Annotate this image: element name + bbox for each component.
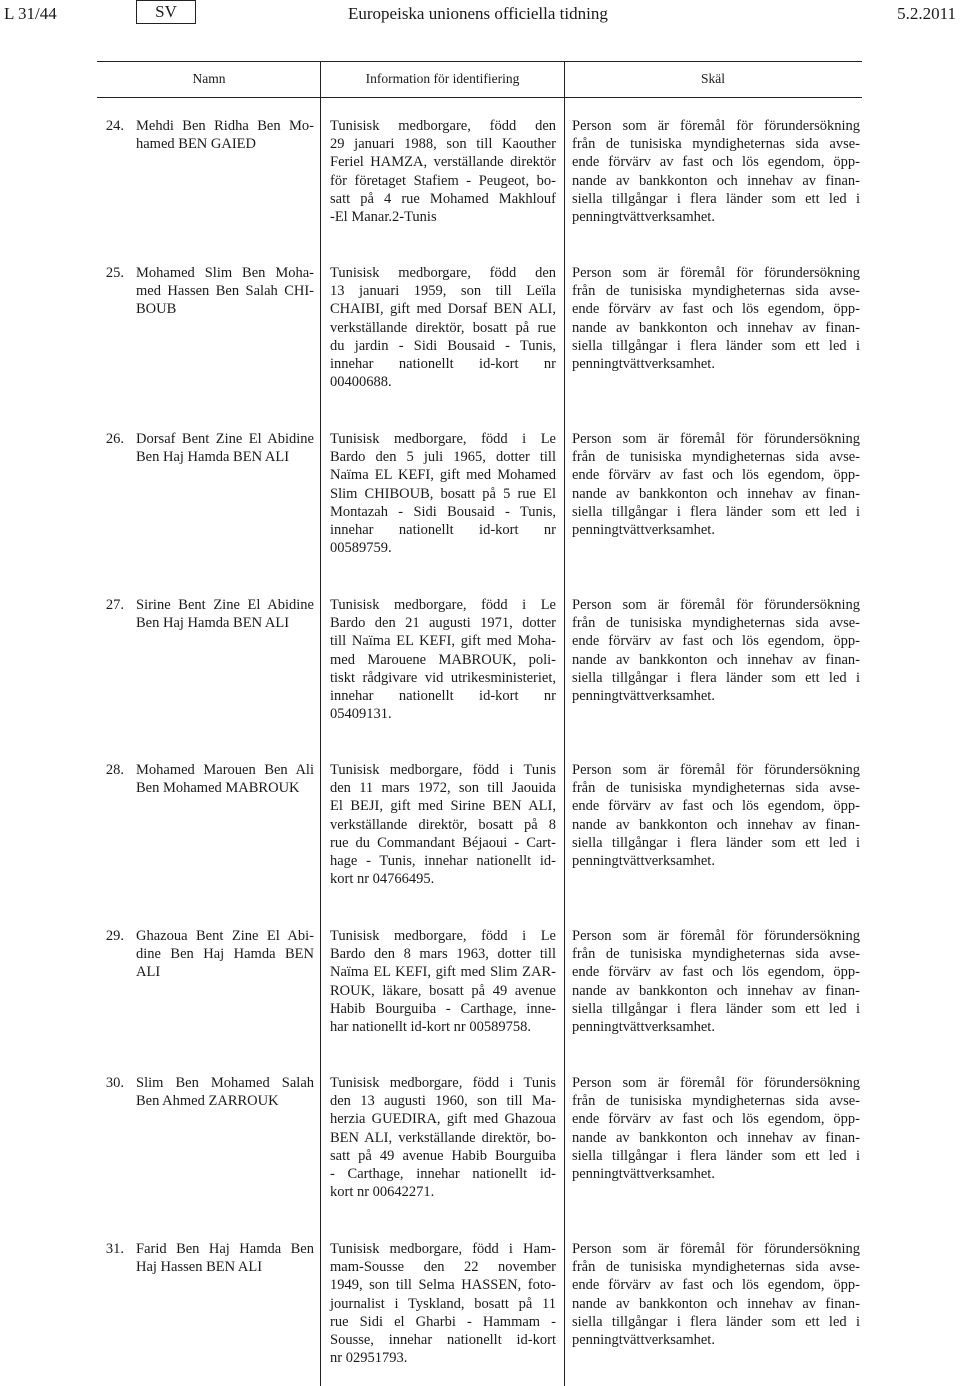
text-line: penningtvättverksamhet. [572, 356, 715, 373]
entry-identification [330, 927, 556, 1036]
text-line: Tunisisk medborgare, född den [330, 118, 556, 134]
text-line: penningtvättverksamhet. [572, 209, 715, 226]
text-line: innehar nationellt id-kort nr [330, 688, 556, 705]
text-line: ALI [136, 964, 161, 981]
text-line: till Naïma EL KEFI, gift med Moha- [330, 633, 556, 650]
text-line: ende förvärv av fast och lös egendom, öpp- [572, 1277, 860, 1294]
text-line: siella tillgångar i flera länder som ett led i [572, 669, 860, 686]
entry-number: 31. [105, 1241, 124, 1257]
text-line: kort nr 04766495. [330, 871, 435, 888]
entry-name [136, 117, 314, 153]
text-line: rue du Commandant Béjaoui - Cart- [330, 834, 556, 851]
text-line: nande av bankkonton och innehav av finan- [572, 651, 860, 668]
text-line: El BEJI, gift med Sirine BEN ALI, [330, 798, 556, 815]
text-line: nande av bankkonton och innehav av finan- [572, 485, 860, 502]
text-line: penningtvättverksamhet. [572, 1019, 715, 1036]
text-line: ende förvärv av fast och lös egendom, öpp- [572, 1111, 860, 1128]
entry-name [136, 927, 314, 982]
text-line: 29 januari 1988, son till Kaouther [330, 136, 556, 153]
text-line: Tunisisk medborgare, född i Tunis [330, 762, 556, 778]
text-line: Person som är föremål för förundersökning [572, 1075, 860, 1091]
entry-number: 27. [105, 597, 124, 613]
text-line: Haj Hassen BEN ALI [136, 1259, 263, 1276]
entry-identification [330, 264, 556, 391]
text-line: Ben Haj Hamda BEN ALI [136, 615, 290, 632]
text-line: från de tunisiska myndigheternas sida avse- [572, 615, 860, 632]
text-line: Person som är föremål för förundersökning [572, 118, 860, 134]
text-line: innehar nationellt id-kort nr [330, 356, 556, 373]
text-line: Bardo den 21 augusti 1971, dotter [330, 615, 556, 632]
text-line: har nationellt id-kort nr 00589758. [330, 1019, 531, 1036]
text-line: penningtvättverksamhet. [572, 1332, 715, 1349]
header-bottom-rule [97, 97, 862, 98]
text-line: Person som är föremål för förundersökning [572, 431, 860, 447]
entry-number: 26. [105, 431, 124, 447]
text-line: Farid Ben Haj Hamda Ben [136, 1241, 314, 1257]
text-line: Mehdi Ben Ridha Ben Mo- [136, 118, 314, 134]
text-line: från de tunisiska myndigheternas sida avse- [572, 449, 860, 466]
text-line: Tunisisk medborgare, född i Ham- [330, 1241, 556, 1257]
text-line: för företaget Stafiem - Peugeot, bo- [330, 172, 556, 189]
text-line: siella tillgångar i flera länder som ett led i [572, 1313, 860, 1330]
text-line: 00589759. [330, 540, 392, 557]
text-line: Dorsaf Bent Zine El Abidine [136, 431, 314, 447]
text-line: 13 januari 1959, son till Leïla [330, 283, 556, 300]
text-line: siella tillgångar i flera länder som ett led i [572, 190, 860, 207]
entry-number: 28. [105, 762, 124, 778]
text-line: Tunisisk medborgare, född i Le [330, 928, 556, 944]
text-line: dine Ben Haj Hamda BEN [136, 946, 314, 963]
text-line: Ghazoua Bent Zine El Abi- [136, 928, 314, 944]
text-line: Person som är föremål för förundersökning [572, 1241, 860, 1257]
text-line: nande av bankkonton och innehav av finan- [572, 319, 860, 336]
entry-reason [572, 1240, 860, 1349]
entry-number: 25. [105, 265, 124, 281]
text-line: penningtvättverksamhet. [572, 522, 715, 539]
text-line: Sirine Bent Zine El Abidine [136, 597, 314, 613]
text-line: Naïma EL KEFI, gift med Mohamed [330, 467, 556, 484]
text-line: Sousse, innehar nationellt id-kort [330, 1332, 556, 1349]
column-header-reason: Skäl [700, 71, 725, 86]
text-line: journalist i Tyskland, bosatt på 11 [330, 1295, 556, 1312]
text-line: Person som är föremål för förundersökning [572, 928, 860, 944]
text-line: Slim Ben Mohamed Salah [136, 1075, 314, 1091]
column-divider-1 [320, 62, 321, 1386]
text-line: ende förvärv av fast och lös egendom, öpp- [572, 467, 860, 484]
column-header-name: Namn [192, 71, 226, 86]
entry-number: 24. [105, 118, 124, 134]
text-line: 00400688. [330, 374, 392, 391]
text-line: ende förvärv av fast och lös egendom, öpp- [572, 964, 860, 981]
text-line: nande av bankkonton och innehav av finan- [572, 982, 860, 999]
text-line: från de tunisiska myndigheternas sida avse- [572, 946, 860, 963]
text-line: tiskt rådgivare vid utrikesministeriet, [330, 669, 556, 686]
entry-identification [330, 1074, 556, 1201]
entry-reason [572, 927, 860, 1036]
text-line: -El Manar.2-Tunis [330, 209, 437, 226]
entry-name [136, 1074, 314, 1110]
text-line: nande av bankkonton och innehav av finan- [572, 1129, 860, 1146]
text-line: från de tunisiska myndigheternas sida avse- [572, 136, 860, 153]
text-line: ende förvärv av fast och lös egendom, öpp- [572, 633, 860, 650]
text-line: Tunisisk medborgare, född i Le [330, 597, 556, 613]
text-line: Mohamed Slim Ben Moha- [136, 265, 314, 281]
text-line: Person som är föremål för förundersökning [572, 762, 860, 778]
entry-identification [330, 1240, 556, 1367]
text-line: hage - Tunis, innehar nationellt id- [330, 853, 556, 870]
text-line: rue Sidi el Gharbi - Hammam - [330, 1313, 556, 1330]
text-line: ende förvärv av fast och lös egendom, öpp- [572, 301, 860, 318]
text-line: satt på 49 avenue Habib Bourguiba [330, 1147, 556, 1164]
table-top-rule [97, 61, 862, 62]
entry-number: 29. [105, 928, 124, 944]
text-line: BEN ALI, verkställande direktör, bo- [330, 1129, 556, 1146]
text-line: du jardin - Sidi Bousaid - Tunis, [330, 337, 556, 354]
entry-identification [330, 430, 556, 557]
entry-reason [572, 264, 860, 373]
text-line: 1949, son till Selma HASSEN, foto- [330, 1277, 556, 1294]
text-line: ende förvärv av fast och lös egendom, öpp- [572, 154, 860, 171]
text-line: penningtvättverksamhet. [572, 853, 715, 870]
text-line: verkställande direktör, bosatt på rue [330, 319, 556, 336]
entry-reason [572, 430, 860, 539]
text-line: siella tillgångar i flera länder som ett led i [572, 834, 860, 851]
text-line: Person som är föremål för förundersökning [572, 597, 860, 613]
text-line: Habib Bourguiba - Carthage, inne- [330, 1000, 556, 1017]
entry-name [136, 596, 314, 632]
page-number: L 31/44 [4, 4, 57, 23]
entry-name [136, 761, 314, 797]
text-line: verkställande direktör, bosatt på 8 [330, 816, 556, 833]
text-line: Slim CHIBOUB, bosatt på 5 rue El [330, 485, 556, 502]
entry-name [136, 430, 314, 466]
text-line: siella tillgångar i flera länder som ett led i [572, 1147, 860, 1164]
text-line: Mohamed Marouen Ben Ali [136, 762, 314, 778]
entry-identification [330, 596, 556, 723]
text-line: ROUK, läkare, bosatt på 49 avenue [330, 982, 556, 999]
text-line: Ben Ahmed ZARROUK [136, 1093, 279, 1110]
text-line: kort nr 00642271. [330, 1184, 435, 1201]
text-line: nande av bankkonton och innehav av finan- [572, 816, 860, 833]
entry-number: 30. [105, 1075, 124, 1091]
text-line: BOUB [136, 301, 177, 318]
text-line: CHAIBI, gift med Dorsaf BEN ALI, [330, 301, 556, 318]
text-line: nr 02951793. [330, 1350, 408, 1367]
text-line: Tunisisk medborgare, född den [330, 265, 556, 281]
entry-reason [572, 761, 860, 870]
text-line: penningtvättverksamhet. [572, 688, 715, 705]
text-line: 05409131. [330, 706, 392, 723]
text-line: mam-Sousse den 22 november [330, 1259, 556, 1276]
text-line: från de tunisiska myndigheternas sida avse- [572, 283, 860, 300]
issue-date: 5.2.2011 [897, 4, 956, 23]
column-header-info: Information för identifiering [365, 71, 520, 86]
text-line: Tunisisk medborgare, född i Le [330, 431, 556, 447]
text-line: satt på 4 rue Mohamed Makhlouf [330, 190, 556, 207]
text-line: Naïma EL KEFI, gift med Slim ZAR- [330, 964, 556, 981]
text-line: med Hassen Ben Salah CHI- [136, 283, 314, 300]
text-line: siella tillgångar i flera länder som ett led i [572, 1000, 860, 1017]
journal-title: Europeiska unionens officiella tidning [348, 4, 608, 23]
text-line: den 11 mars 1972, son till Jaouida [330, 780, 556, 797]
text-line: den 13 augusti 1960, son till Ma- [330, 1093, 556, 1110]
text-line: Bardo den 8 mars 1963, dotter till [330, 946, 556, 963]
text-line: ende förvärv av fast och lös egendom, öpp- [572, 798, 860, 815]
text-line: siella tillgångar i flera länder som ett led i [572, 337, 860, 354]
text-line: nande av bankkonton och innehav av finan- [572, 1295, 860, 1312]
page-header [0, 0, 960, 30]
language-badge: SV [136, 0, 196, 24]
text-line: Bardo den 5 juli 1965, dotter till [330, 449, 556, 466]
text-line: innehar nationellt id-kort nr [330, 522, 556, 539]
text-line: Feriel HAMZA, verställande direktör [330, 154, 556, 171]
text-line: Montazah - Sidi Bousaid - Tunis, [330, 503, 556, 520]
entry-identification [330, 117, 556, 226]
text-line: från de tunisiska myndigheternas sida avse- [572, 1259, 860, 1276]
entry-name [136, 1240, 314, 1276]
text-line: Tunisisk medborgare, född i Tunis [330, 1075, 556, 1091]
text-line: herzia GUEDIRA, gift med Ghazoua [330, 1111, 556, 1128]
text-line: Ben Haj Hamda BEN ALI [136, 449, 290, 466]
text-line: - Carthage, innehar nationellt id- [330, 1166, 556, 1183]
entry-reason [572, 596, 860, 705]
text-line: nande av bankkonton och innehav av finan- [572, 172, 860, 189]
text-line: penningtvättverksamhet. [572, 1166, 715, 1183]
text-line: hamed BEN GAIED [136, 136, 257, 153]
entry-reason [572, 117, 860, 226]
text-line: Person som är föremål för förundersökning [572, 265, 860, 281]
column-divider-2 [564, 62, 565, 1386]
entry-name [136, 264, 314, 319]
text-line: Ben Mohamed MABROUK [136, 780, 300, 797]
text-line: från de tunisiska myndigheternas sida avse- [572, 1093, 860, 1110]
text-line: siella tillgångar i flera länder som ett led i [572, 503, 860, 520]
entry-identification [330, 761, 556, 888]
text-line: med Marouene MABROUK, poli- [330, 651, 556, 668]
text-line: från de tunisiska myndigheternas sida avse- [572, 780, 860, 797]
entry-reason [572, 1074, 860, 1183]
